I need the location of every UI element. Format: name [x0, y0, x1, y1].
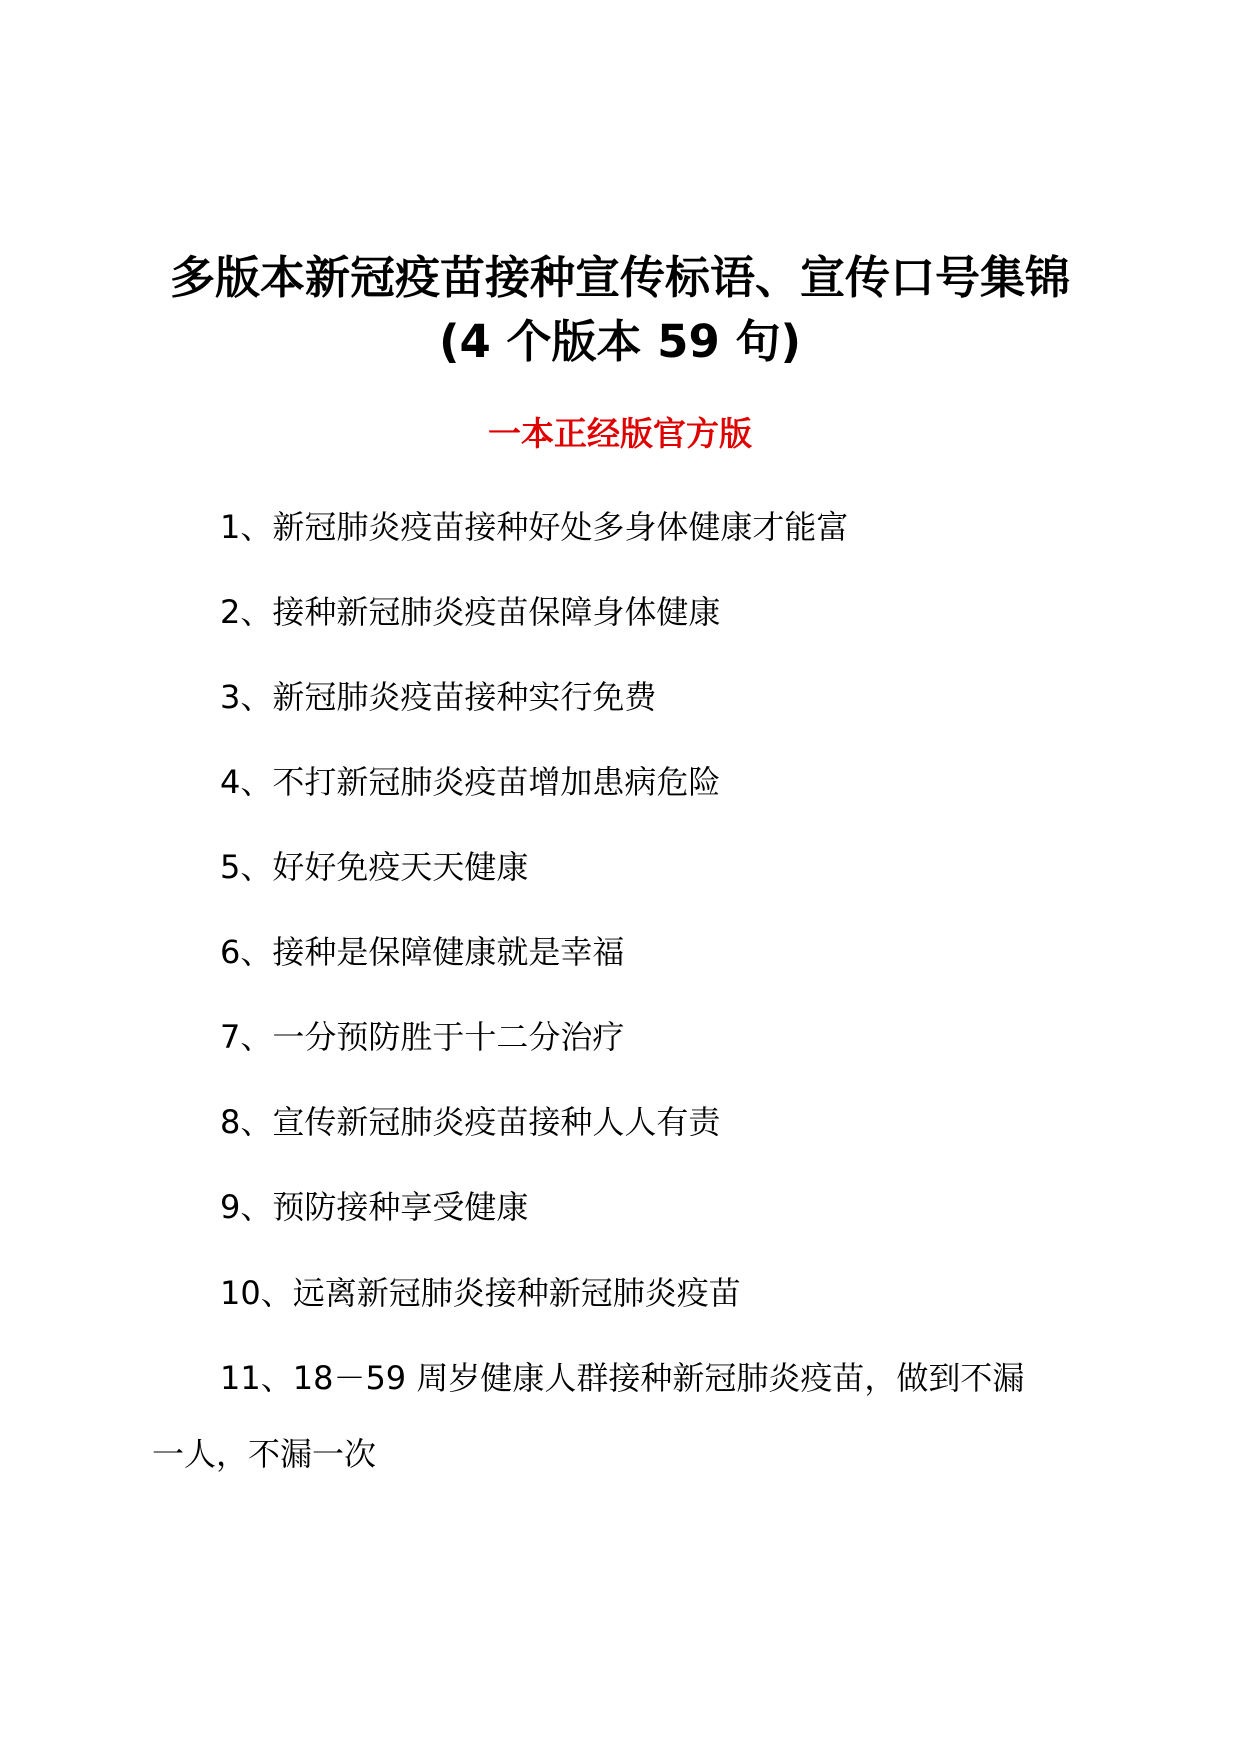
document-title: 多版本新冠疫苗接种宣传标语、宣传口号集锦	[169, 251, 1070, 304]
list-item: 10、远离新冠肺炎接种新冠肺炎疫苗	[220, 1274, 741, 1312]
list-item: 3、新冠肺炎疫苗接种实行免费	[220, 678, 657, 716]
list-item: 2、接种新冠肺炎疫苗保障身体健康	[220, 593, 721, 631]
list-item: 8、宣传新冠肺炎疫苗接种人人有责	[220, 1103, 721, 1141]
section-heading: 一本正经版官方版	[488, 414, 752, 453]
list-item: 6、接种是保障健康就是幸福	[220, 933, 625, 971]
list-item: 7、一分预防胜于十二分治疗	[220, 1018, 625, 1056]
document-subtitle: (4 个版本 59 句)	[438, 315, 802, 368]
list-item: 5、好好免疫天天健康	[220, 848, 529, 886]
list-item: 1、新冠肺炎疫苗接种好处多身体健康才能富	[220, 508, 849, 546]
list-item: 4、不打新冠肺炎疫苗增加患病危险	[220, 763, 721, 801]
list-item-continuation: 一人，不漏一次	[152, 1435, 377, 1473]
list-item: 9、预防接种享受健康	[220, 1188, 529, 1226]
list-item: 11、18－59 周岁健康人群接种新冠肺炎疫苗，做到不漏	[220, 1359, 1025, 1397]
